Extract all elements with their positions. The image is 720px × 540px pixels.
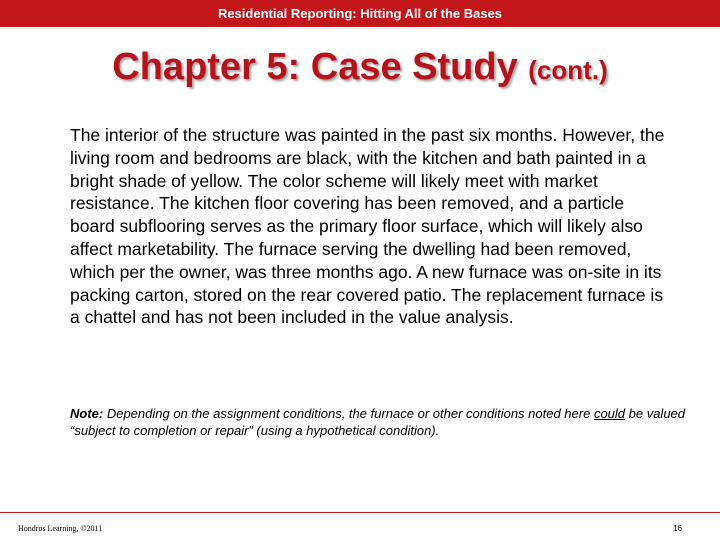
slide-title <box>0 44 720 93</box>
note-underlined-word: could <box>593 406 626 421</box>
note-text-before: Depending on the assignment conditions, the furnace or other conditions noted here <box>103 406 594 421</box>
body-paragraph: The interior of the structure was painted in the past six months. However, the living room and bedrooms are black, with the kitchen and bath painted in a bright shade of yellow. The color scheme will likely meet with market resistance. The kitchen floor covering has been removed, and a particle board subflooring serves as the primary floor surface, which will likely also affect marketability. The furnace serving the dwelling had been removed, which per the owner, was three months ago. A new furnace was on-site in its packing carton, stored on the rear covered patio. The replacement furnace is a chattel and has not been included in the value analysis. <box>70 125 665 328</box>
footer-divider <box>0 512 720 513</box>
slide-title-suffix: (cont.) <box>528 55 608 85</box>
header-banner <box>0 0 720 27</box>
header-banner-text: Residential Reporting: Hitting All of the Bases <box>217 6 503 21</box>
note-label: Note: <box>70 406 104 421</box>
note-text-after: be valued “subject to completion or repair” (using a hypothetical condition). <box>70 406 686 438</box>
slide-title-main: Chapter 5: Case Study <box>112 46 529 88</box>
page-number: 16 <box>673 524 682 533</box>
note-paragraph <box>70 405 690 439</box>
footer-copyright: Hondros Learning, ©2011 <box>18 524 103 533</box>
